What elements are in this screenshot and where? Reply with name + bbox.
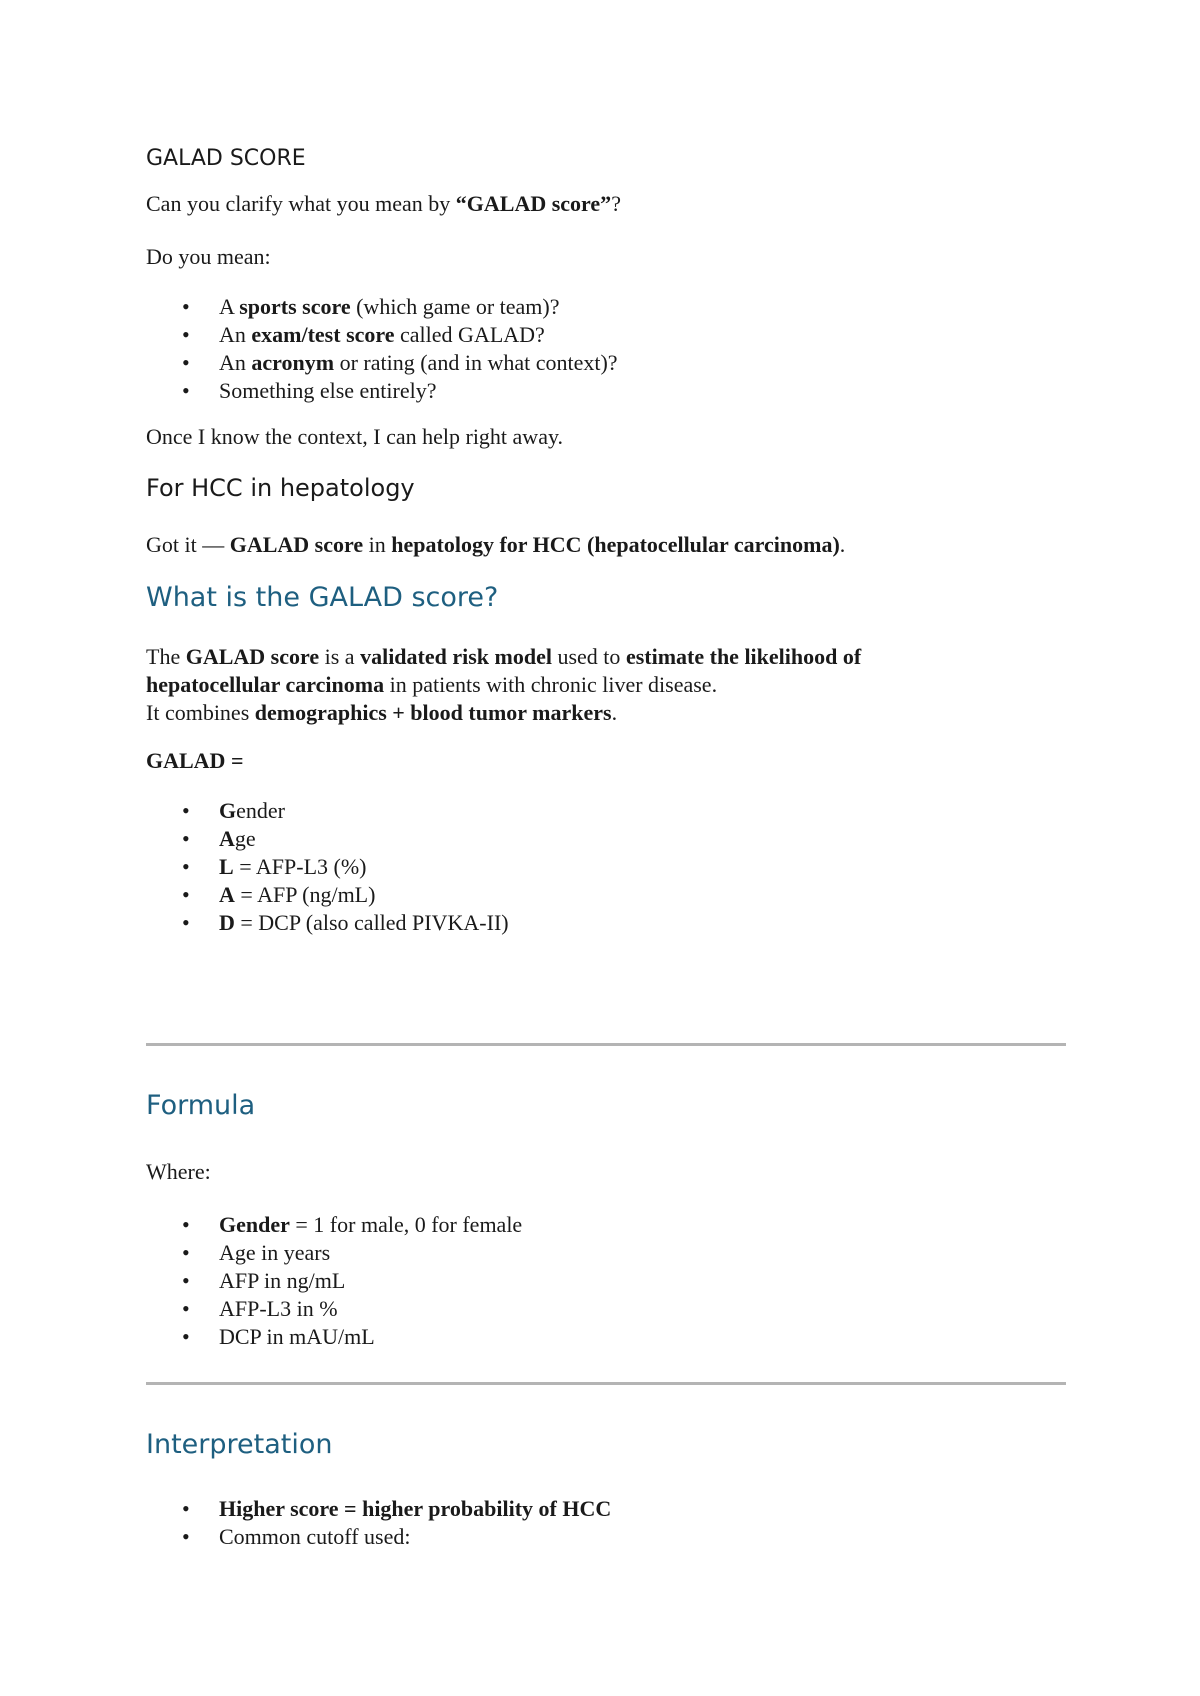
description	[146, 643, 861, 727]
document-title: GALAD SCORE	[146, 146, 306, 171]
divider	[146, 1382, 1066, 1385]
formula-heading: Formula	[146, 1090, 256, 1121]
options-list	[146, 293, 618, 405]
got-it-text: Got it — GALAD score in hepatology for HCC (hepatocellular carcinoma).	[146, 532, 846, 557]
list-item: • Gender	[146, 797, 509, 825]
clarify-prefix: Can you clarify what you mean by	[146, 191, 456, 216]
what-heading: What is the GALAD score?	[146, 582, 499, 613]
list-item: • AFP-L3 in %	[146, 1295, 522, 1323]
list-item: • DCP in mAU/mL	[146, 1323, 522, 1351]
list-item: • L = AFP-L3 (%)	[146, 853, 509, 881]
interpretation-heading: Interpretation	[146, 1429, 333, 1460]
components-list	[146, 797, 509, 937]
divider	[146, 1043, 1066, 1046]
list-item: • A = AFP (ng/mL)	[146, 881, 509, 909]
hcc-heading: For HCC in hepatology	[146, 474, 415, 502]
list-item: • Common cutoff used:	[146, 1523, 611, 1551]
description-line-3: It combines demographics + blood tumor markers.	[146, 700, 618, 725]
clarify-suffix: ?	[611, 191, 621, 216]
list-item: • A sports score (which game or team)?	[146, 293, 618, 321]
list-item: • Gender = 1 for male, 0 for female	[146, 1211, 522, 1239]
galad-equation: GALAD =	[146, 748, 244, 773]
once-text: Once I know the context, I can help right away.	[146, 424, 564, 449]
list-item: • Age in years	[146, 1239, 522, 1267]
do-you-mean: Do you mean:	[146, 244, 271, 269]
list-item: • An exam/test score called GALAD?	[146, 321, 618, 349]
variables-list	[146, 1211, 522, 1351]
list-item: • Something else entirely?	[146, 377, 618, 405]
list-item: • Age	[146, 825, 509, 853]
where-text: Where:	[146, 1159, 211, 1184]
description-line-2: hepatocellular carcinoma in patients with chronic liver disease.	[146, 672, 718, 697]
list-item: • AFP in ng/mL	[146, 1267, 522, 1295]
list-item: • Higher score = higher probability of HCC	[146, 1495, 611, 1523]
clarify-term: “GALAD score”	[455, 191, 612, 216]
list-item: • D = DCP (also called PIVKA-II)	[146, 909, 509, 937]
clarify-question	[146, 190, 621, 218]
description-line-1: The GALAD score is a validated risk model used to estimate the likelihood of	[146, 644, 862, 669]
list-item: • An acronym or rating (and in what context)?	[146, 349, 618, 377]
interpretation-list	[146, 1495, 611, 1551]
